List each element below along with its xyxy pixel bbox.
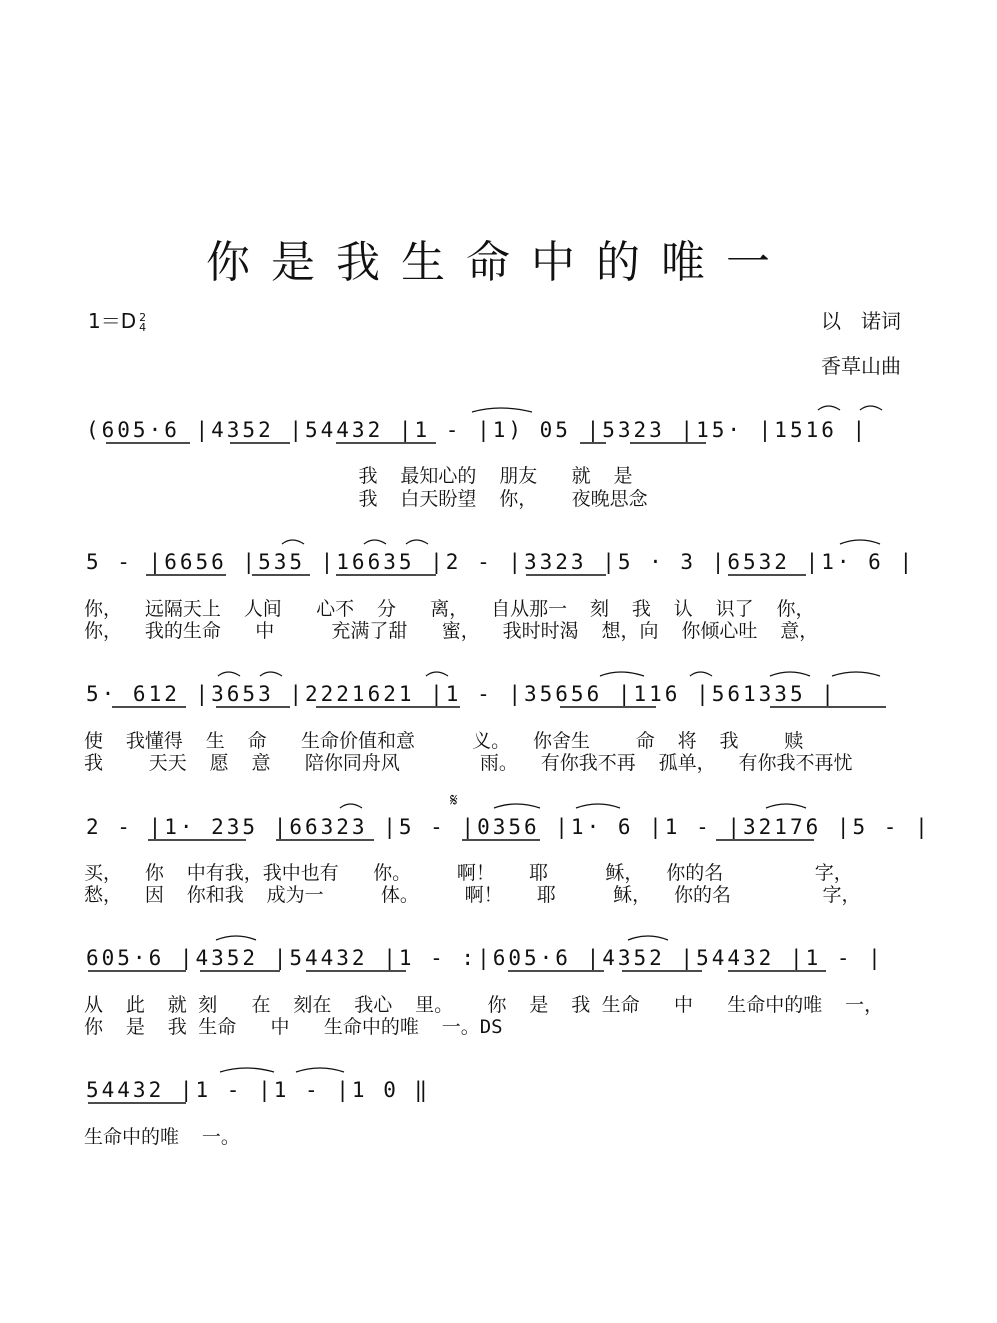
lyric-row-5-verse-1: 从 此 就 刻 在 刻在 我心 里。 你 是 我 生命 中 生命中的唯 一， (84, 994, 884, 1016)
lyric-row-1-verse-1: 我 最知心的 朋友 就 是 (84, 465, 633, 487)
lyricist-credit: 以 诺词 (821, 309, 901, 333)
lyric-row-3-verse-2: 我 天天 愿 意 陪你同舟风 雨。 有你我不再 孤单， 有你我不再忧 (84, 752, 853, 774)
song-title: 你是我生命中的唯一 (206, 237, 791, 288)
notation-row-1: (605·6 |4352 |54432 |1 - |1) 05 |5323 |15· |1516 | (86, 418, 869, 442)
lyric-row-2-verse-2: 你， 我的生命 中 充满了甜 蜜， 我时时渴 想，向 你倾心吐 意， (84, 620, 819, 642)
composer-credit: 香草山曲 (821, 354, 901, 378)
notation-row-5: 605·6 |4352 |54432 |1 - :|605·6 |4352 |54432 |1 - | (86, 946, 884, 970)
lyric-row-1-verse-2: 我 白天盼望 你， 夜晚思念 (84, 488, 648, 510)
notation-row-2: 5 - |6656 |535 |16635 |2 - |3323 |5 · 3 |6532 |1· 6 | (86, 550, 916, 574)
lyric-row-4-verse-1: 买， 你 中有我，我中也有 你。 啊！ 耶 稣， 你的名 字， (84, 862, 853, 884)
slur-lines (216, 406, 882, 1072)
time-bottom: 4 (139, 320, 147, 334)
notation-row-4: 2 - |1· 235 |66323 |5 - |0356 |1· 6 |1 - |32176 |5 - | (86, 815, 931, 839)
segno-mark: 𝄋 (450, 790, 458, 811)
key-label: 1＝D (88, 309, 137, 333)
notation-row-6: 54432 |1 - |1 - |1 0 ‖ (86, 1078, 431, 1102)
lyric-row-4-verse-2: 愁， 因 你和我 成为一 体。 啊！ 耶 稣， 你的名 字， (84, 884, 861, 906)
lyric-row-6-verse-1: 生命中的唯 一。 (84, 1126, 240, 1148)
time-top: 2 (139, 310, 147, 324)
notation-row-3: 5· 612 |3653 |2221621 |1 - |35656 |116 |561335 | (86, 682, 837, 706)
lyric-row-3-verse-1: 使 我懂得 生 命 生命价值和意 义。 你舍生 命 将 我 赎 (84, 730, 804, 752)
lyric-row-2-verse-1: 你， 远隔天上 人间 心不 分 离， 自从那一 刻 我 认 识了 你， (84, 598, 815, 620)
lyric-row-5-verse-2: 你 是 我 生命 中 生命中的唯 一。DS (84, 1016, 503, 1038)
beam-lines (88, 443, 886, 1103)
